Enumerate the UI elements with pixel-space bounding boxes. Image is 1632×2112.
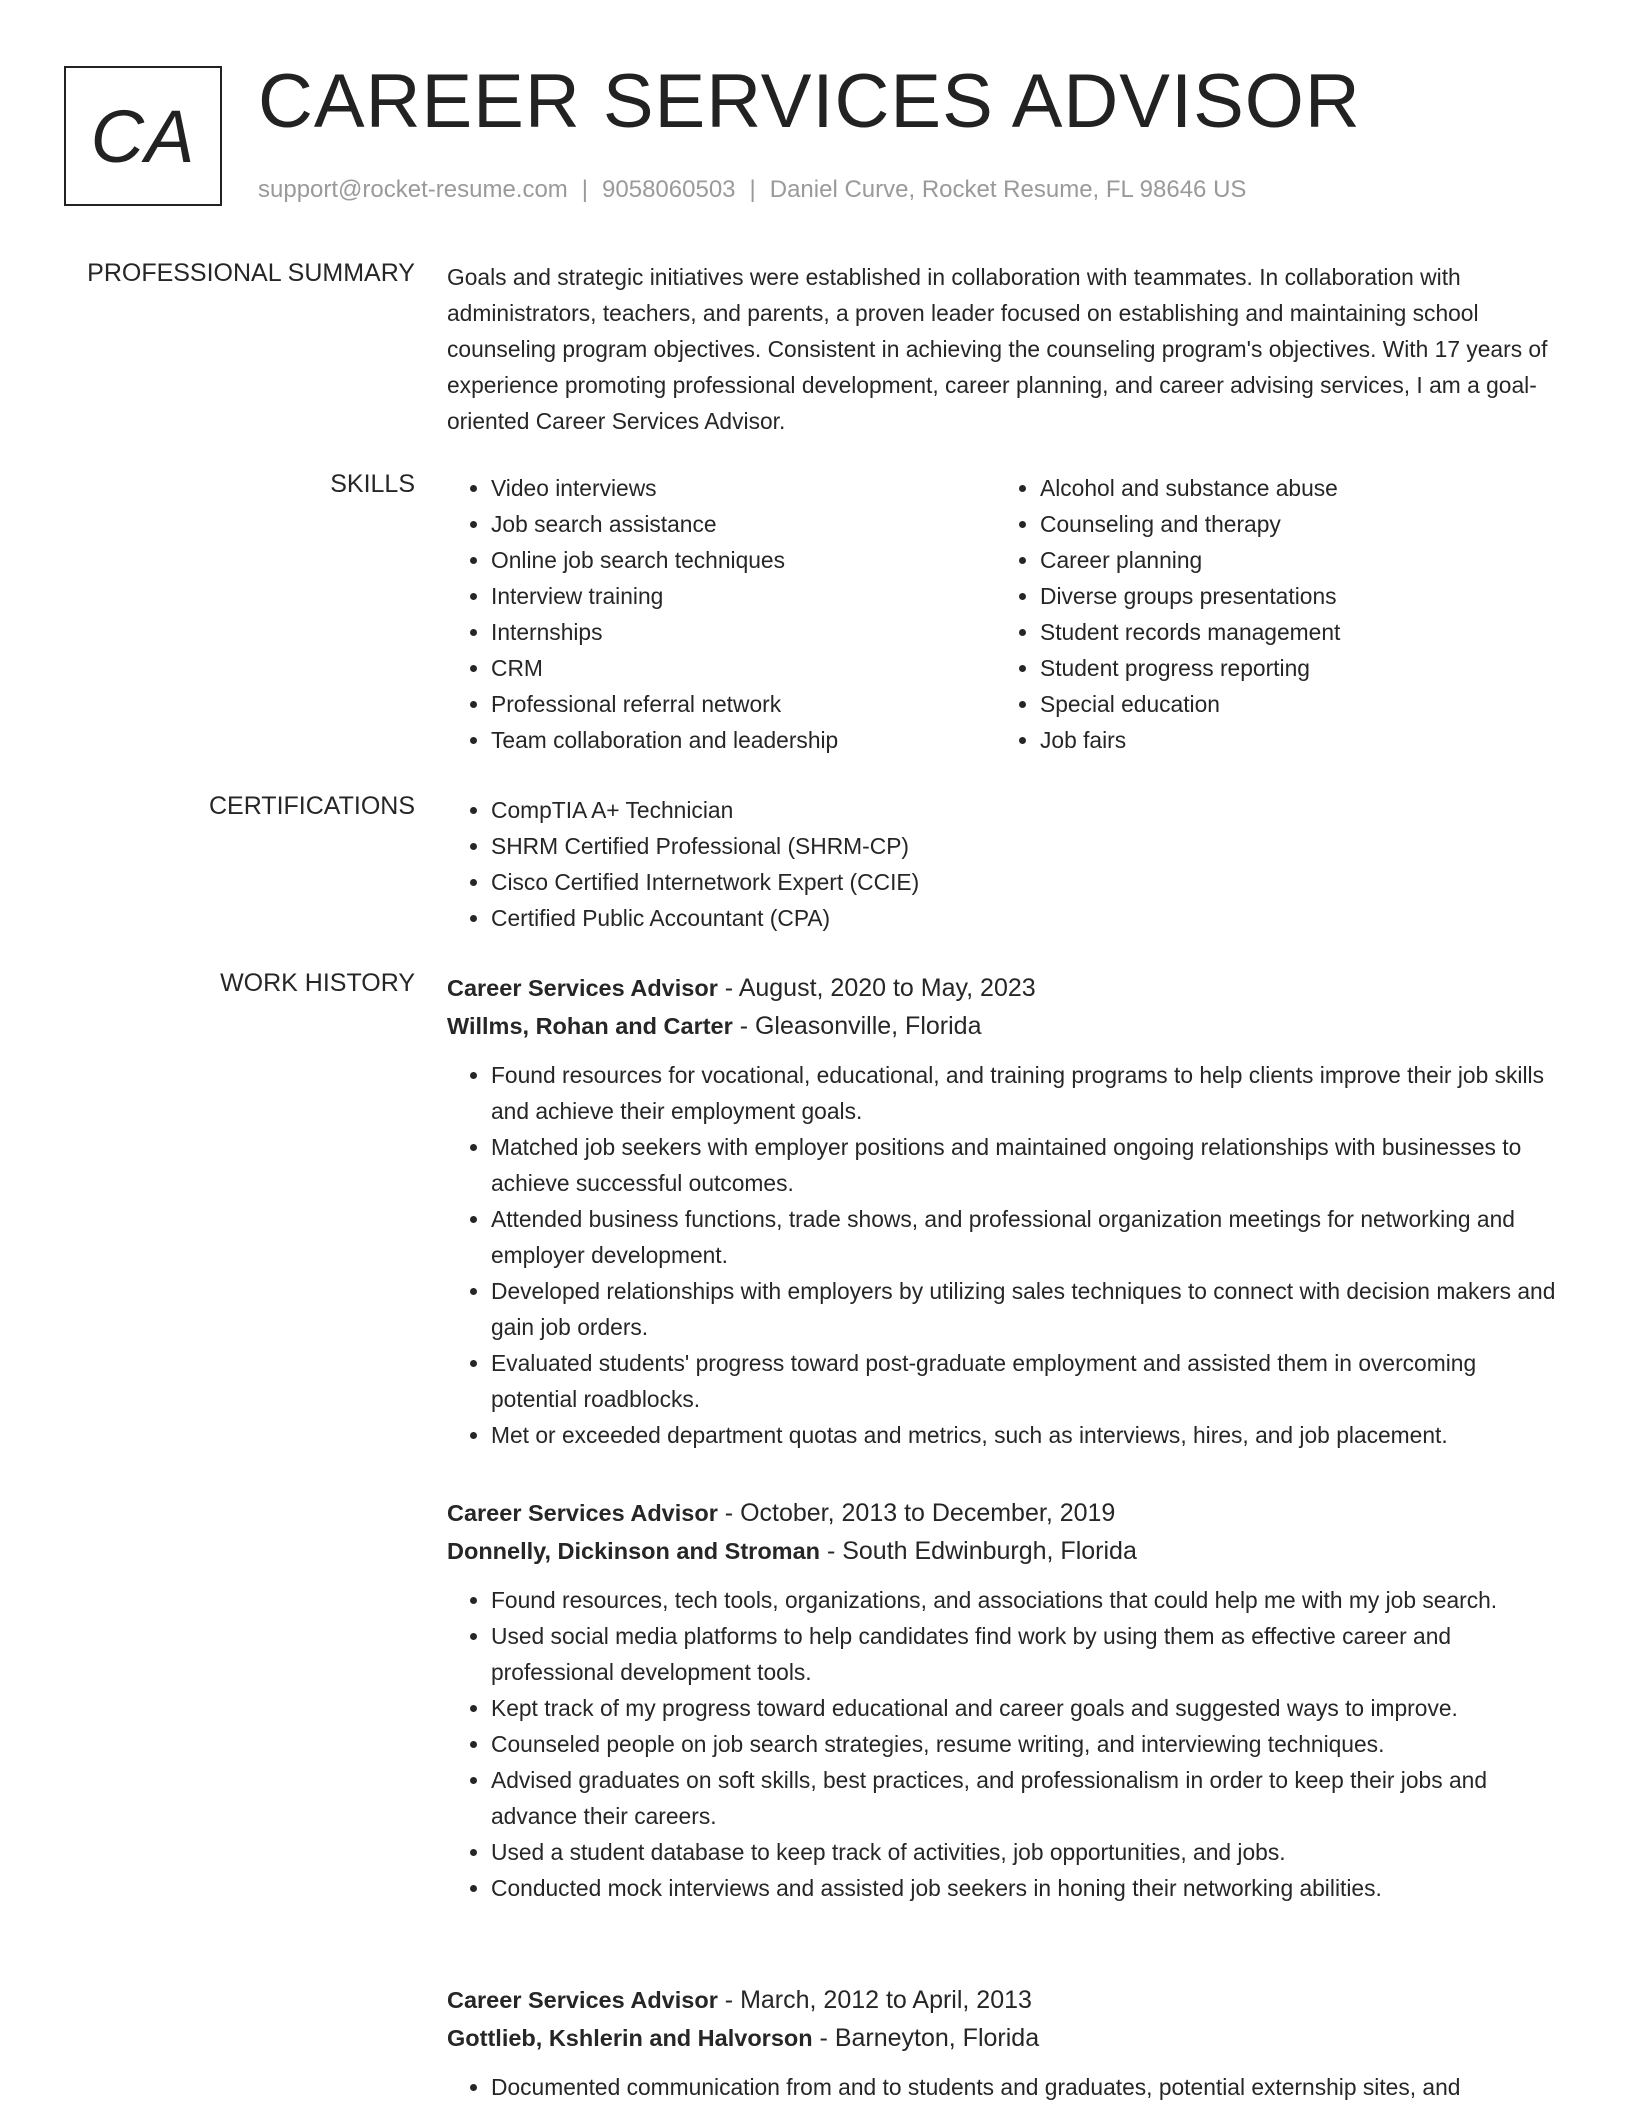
resume-title: CAREER SERVICES ADVISOR xyxy=(258,59,1361,144)
skills-list-left xyxy=(447,470,996,758)
skill-item: • Special education xyxy=(1040,686,1600,722)
job-entry xyxy=(447,1981,1567,2105)
contact-phone: 9058060503 xyxy=(602,176,736,203)
job-company: Willms, Rohan and Carter xyxy=(447,1013,733,1039)
duty-item: • Used a student database to keep track of activities, job opportunities, and jobs. xyxy=(491,1834,1567,1870)
duty-item: • Documented communication from and to students and graduates, potential externship sites, and xyxy=(491,2069,1567,2105)
certification-item: • Cisco Certified Internetwork Expert (CCIE) xyxy=(491,864,1567,900)
contact-separator: | xyxy=(749,176,756,203)
job-dates: - March, 2012 to April, 2013 xyxy=(717,1986,1032,2014)
skills-label: SKILLS xyxy=(330,470,415,498)
job-company: Gottlieb, Kshlerin and Halvorson xyxy=(447,2025,813,2051)
summary-text: Goals and strategic initiatives were established in collaboration with teammates. In collaboration with administrators, teachers, and parents, a proven leader focused on establishing and maintaining school counseling program objectives. Consistent in achieving the counseling program's objectives. With 17 years of experience promoting professional development, career planning, and career advising services, I am a goal-oriented Career Services Advisor. xyxy=(447,264,1548,434)
contact-separator: | xyxy=(581,176,589,203)
certification-item: • Certified Public Accountant (CPA) xyxy=(491,900,1567,936)
skill-item: • Internships xyxy=(491,614,996,650)
duty-item: • Attended business functions, trade shows, and professional organization meetings for networking and employer development. xyxy=(491,1201,1567,1273)
job-duties-list xyxy=(447,1057,1567,1453)
skill-item: • Student progress reporting xyxy=(1040,650,1600,686)
duty-item: • Met or exceeded department quotas and metrics, such as interviews, hires, and job placement. xyxy=(491,1417,1567,1453)
job-company-line xyxy=(447,1532,1567,1570)
job-dates: - October, 2013 to December, 2019 xyxy=(717,1499,1116,1527)
duty-item: • Found resources for vocational, educational, and training programs to help clients improve their job skills and achieve their employment goals. xyxy=(491,1057,1567,1129)
skill-item: • Alcohol and substance abuse xyxy=(1040,470,1600,506)
skill-item: • Team collaboration and leadership xyxy=(491,722,996,758)
skill-item: • Career planning xyxy=(1040,542,1600,578)
contact-email[interactable]: support@rocket-resume.com xyxy=(258,176,568,203)
duty-item: • Used social media platforms to help candidates find work by using them as effective career and professional development tools. xyxy=(491,1618,1567,1690)
job-company-line xyxy=(447,1007,1567,1045)
job-company: Donnelly, Dickinson and Stroman xyxy=(447,1538,821,1564)
job-title-line xyxy=(447,1981,1567,2019)
contact-line xyxy=(258,176,1246,204)
skill-item: • Job search assistance xyxy=(491,506,996,542)
skill-item: • Job fairs xyxy=(1040,722,1600,758)
duty-item: • Counseled people on job search strategies, resume writing, and interviewing techniques. xyxy=(491,1726,1567,1762)
skill-item: • Diverse groups presentations xyxy=(1040,578,1600,614)
job-location: - South Edwinburgh, Florida xyxy=(820,1537,1137,1565)
skill-item: • Interview training xyxy=(491,578,996,614)
duty-item: • Matched job seekers with employer positions and maintained ongoing relationships with businesses to achieve successful outcomes. xyxy=(491,1129,1567,1201)
job-title-line xyxy=(447,969,1567,1007)
job-duties-list xyxy=(447,2069,1567,2105)
contact-address: Daniel Curve, Rocket Resume, FL 98646 US xyxy=(769,176,1247,203)
summary-content xyxy=(447,259,1567,439)
certification-item: • SHRM Certified Professional (SHRM-CP) xyxy=(491,828,1567,864)
duty-item: • Kept track of my progress toward educational and career goals and suggested ways to improve. xyxy=(491,1690,1567,1726)
skill-item: • Counseling and therapy xyxy=(1040,506,1600,542)
certifications-content xyxy=(447,792,1567,936)
skill-item: • Online job search techniques xyxy=(491,542,996,578)
duty-item: • Evaluated students' progress toward post-graduate employment and assisted them in overcoming potential roadblocks. xyxy=(491,1345,1567,1417)
job-role: Career Services Advisor xyxy=(447,1987,718,2013)
job-role: Career Services Advisor xyxy=(447,975,718,1001)
job-location: - Gleasonville, Florida xyxy=(732,1012,982,1040)
skills-content xyxy=(447,470,1567,758)
certification-item: • CompTIA A+ Technician xyxy=(491,792,1567,828)
skill-item: • CRM xyxy=(491,650,996,686)
job-title-line xyxy=(447,1494,1567,1532)
work-history-label: WORK HISTORY xyxy=(220,969,415,997)
monogram: CA xyxy=(64,66,222,206)
certifications-label: CERTIFICATIONS xyxy=(208,792,415,820)
duty-item: • Advised graduates on soft skills, best practices, and professionalism in order to keep their jobs and advance their careers. xyxy=(491,1762,1567,1834)
job-role: Career Services Advisor xyxy=(447,1500,718,1526)
duty-item: • Developed relationships with employers by utilizing sales techniques to connect with decision makers and gain job orders. xyxy=(491,1273,1567,1345)
job-company-line xyxy=(447,2019,1567,2057)
skill-item: • Professional referral network xyxy=(491,686,996,722)
duty-item: • Conducted mock interviews and assisted job seekers in honing their networking abilities. xyxy=(491,1870,1567,1906)
skill-item: • Video interviews xyxy=(491,470,996,506)
summary-label: PROFESSIONAL SUMMARY xyxy=(87,259,415,287)
job-entry xyxy=(447,969,1567,1453)
certifications-list xyxy=(447,792,1567,936)
duty-item: • Found resources, tech tools, organizations, and associations that could help me with my job search. xyxy=(491,1582,1567,1618)
job-dates: - August, 2020 to May, 2023 xyxy=(717,974,1036,1002)
job-entry xyxy=(447,1494,1567,1906)
job-duties-list xyxy=(447,1582,1567,1906)
job-location: - Barneyton, Florida xyxy=(812,2024,1040,2052)
skills-list-right xyxy=(996,470,1600,758)
skill-item: • Student records management xyxy=(1040,614,1600,650)
